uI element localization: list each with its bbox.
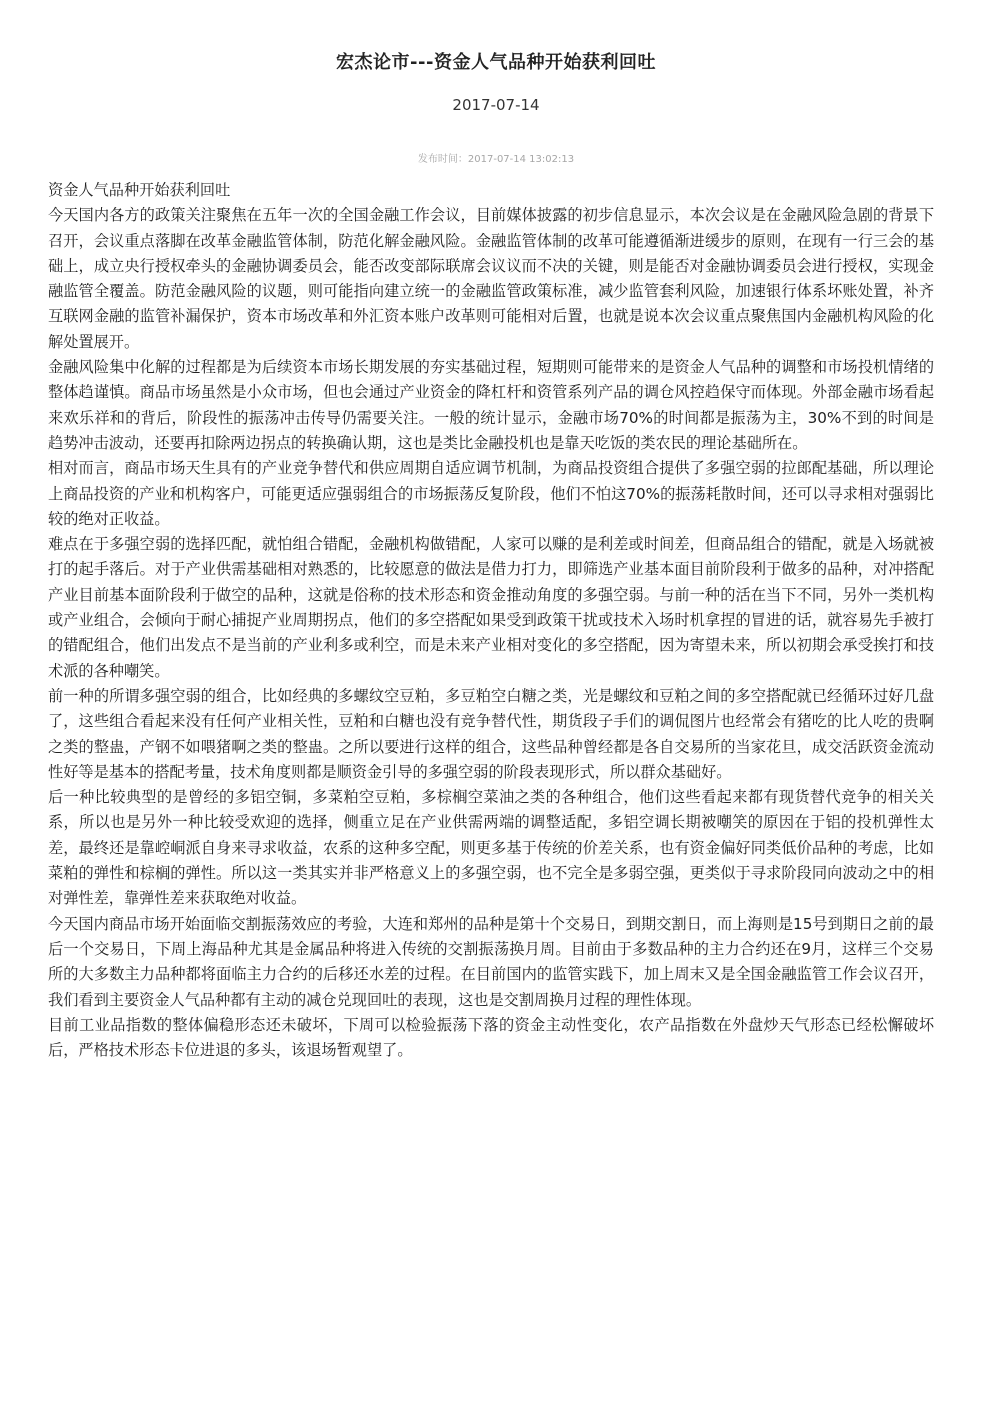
article-date: 2017-07-14 xyxy=(452,96,540,114)
article-paragraph: 相对而言，商品市场天生具有的产业竞争替代和供应周期自适应调节机制，为商品投资组合提供了多强空弱的拉郎配基础，所以理论上商品投资的产业和机构客户，可能更适应强弱组合的市场振荡反复阶段，他们不怕这70%的振荡耗散时间，还可以寻求相对强弱比较的绝对正收益。 xyxy=(48,459,934,528)
article-body xyxy=(48,178,934,1063)
publish-time xyxy=(0,150,992,165)
article-paragraph: 今天国内各方的政策关注聚焦在五年一次的全国金融工作会议，目前媒体披露的初步信息显示，本次会议是在金融风险急剧的背景下召开，会议重点落脚在改革金融监管体制，防范化解金融风险。金融监管体制的改革可能遵循渐进缓步的原则，在现有一行三会的基础上，成立央行授权牵头的金融协调委员会，能否改变部际联席会议议而不决的关键，则是能否对金融协调委员会进行授权，实现金融监管全覆盖。防范金融风险的议题，则可能指向建立统一的金融监管政策标准，减少监管套利风险，加速银行体系坏账处置，补齐互联网金融的监管补漏保护，资本市场改革和外汇资本账户改革则可能相对后置，也就是说本次会议重点聚焦国内金融机构风险的化解处置展开。 xyxy=(48,206,934,351)
article-paragraph: 目前工业品指数的整体偏稳形态还未破坏，下周可以检验振荡下落的资金主动性变化，农产品指数在外盘炒天气形态已经松懈破坏后，严格技术形态卡位进退的多头，该退场暂观望了。 xyxy=(48,1015,934,1060)
article-paragraph: 前一种的所谓多强空弱的组合，比如经典的多螺纹空豆粕，多豆粕空白糖之类，光是螺纹和豆粕之间的多空搭配就已经循环过好几盘了，这些组合看起来没有任何产业相关性，豆粕和白糖也没有竞争替代性，期货段子手们的调侃图片也经常会有猪吃的比人吃的贵啊之类的整蛊，产钢不如喂猪啊之类的整蛊。之所以要进行这样的组合，这些品种曾经都是各自交易所的当家花旦，成交活跃资金流动性好等是基本的搭配考量，技术角度则都是顺资金引导的多强空弱的阶段表现形式，所以群众基础好。 xyxy=(48,686,934,781)
article-paragraph: 难点在于多强空弱的选择匹配，就怕组合错配，金融机构做错配，人家可以赚的是利差或时间差，但商品组合的错配，就是入场就被打的起手落后。对于产业供需基础相对熟悉的，比较愿意的做法是借力打力，即筛选产业基本面目前阶段利于做多的品种，对冲搭配产业目前基本面阶段利于做空的品种，这就是俗称的技术形态和资金推动角度的多强空弱。与前一种的活在当下不同，另外一类机构或产业组合，会倾向于耐心捕捉产业周期拐点，他们的多空搭配如果受到政策干扰或技术入场时机拿捏的冒进的话，就容易先手被打的错配组合，他们出发点不是当前的产业利多或利空，而是未来产业相对变化的多空搭配，因为寄望未来，所以初期会承受挨打和技术派的各种嘲笑。 xyxy=(48,535,934,680)
page-title: 宏杰论市---资金人气品种开始获利回吐 xyxy=(336,52,656,73)
publish-time-label: 发布时间： xyxy=(417,154,468,165)
publish-time-value: 2017-07-14 13:02:13 xyxy=(467,154,575,165)
article-paragraph: 今天国内商品市场开始面临交割振荡效应的考验，大连和郑州的品种是第十个交易日，到期交割日，而上海则是15号到期日之前的最后一个交易日，下周上海品种尤其是金属品种将进入传统的交割振荡换月周。目前由于多数品种的主力合约还在9月，这样三个交易所的大多数主力品种都将面临主力合约的后移还水差的过程。在目前国内的监管实践下，加上周末又是全国金融监管工作会议召开，我们看到主要资金人气品种都有主动的减仓兑现回吐的表现，这也是交割周换月过程的理性体现。 xyxy=(48,914,934,1009)
article-subtitle: 资金人气品种开始获利回吐 xyxy=(48,181,231,199)
article-paragraph: 后一种比较典型的是曾经的多铝空铜，多菜粕空豆粕，多棕榈空菜油之类的各种组合，他们这些看起来都有现货替代竞争的相关关系，所以也是另外一种比较受欢迎的选择，侧重立足在产业供需两端的调整适配，多铝空调长期被嘲笑的原因在于铝的投机弹性太差，最终还是靠崆峒派自身来寻求收益，农系的这种多空配，则更多基于传统的价差关系，也有资金偏好同类低价品种的考虑，比如菜粕的弹性和棕榈的弹性。所以这一类其实并非严格意义上的多强空弱，也不完全是多弱空强，更类似于寻求阶段同向波动之中的相对弹性差，靠弹性差来获取绝对收益。 xyxy=(48,788,934,908)
article-paragraph: 金融风险集中化解的过程都是为后续资本市场长期发展的夯实基础过程，短期则可能带来的是资金人气品种的调整和市场投机情绪的整体趋谨慎。商品市场虽然是小众市场，但也会通过产业资金的降杠杆和资管系列产品的调仓风控趋保守而体现。外部金融市场看起来欢乐祥和的背后，阶段性的振荡冲击传导仍需要关注。一般的统计显示，金融市场70%的时间都是振荡为主，30%不到的时间是趋势冲击波动，还要再扣除两边拐点的转换确认期，这也是类比金融投机也是靠天吃饭的类农民的理论基础所在。 xyxy=(48,358,934,452)
